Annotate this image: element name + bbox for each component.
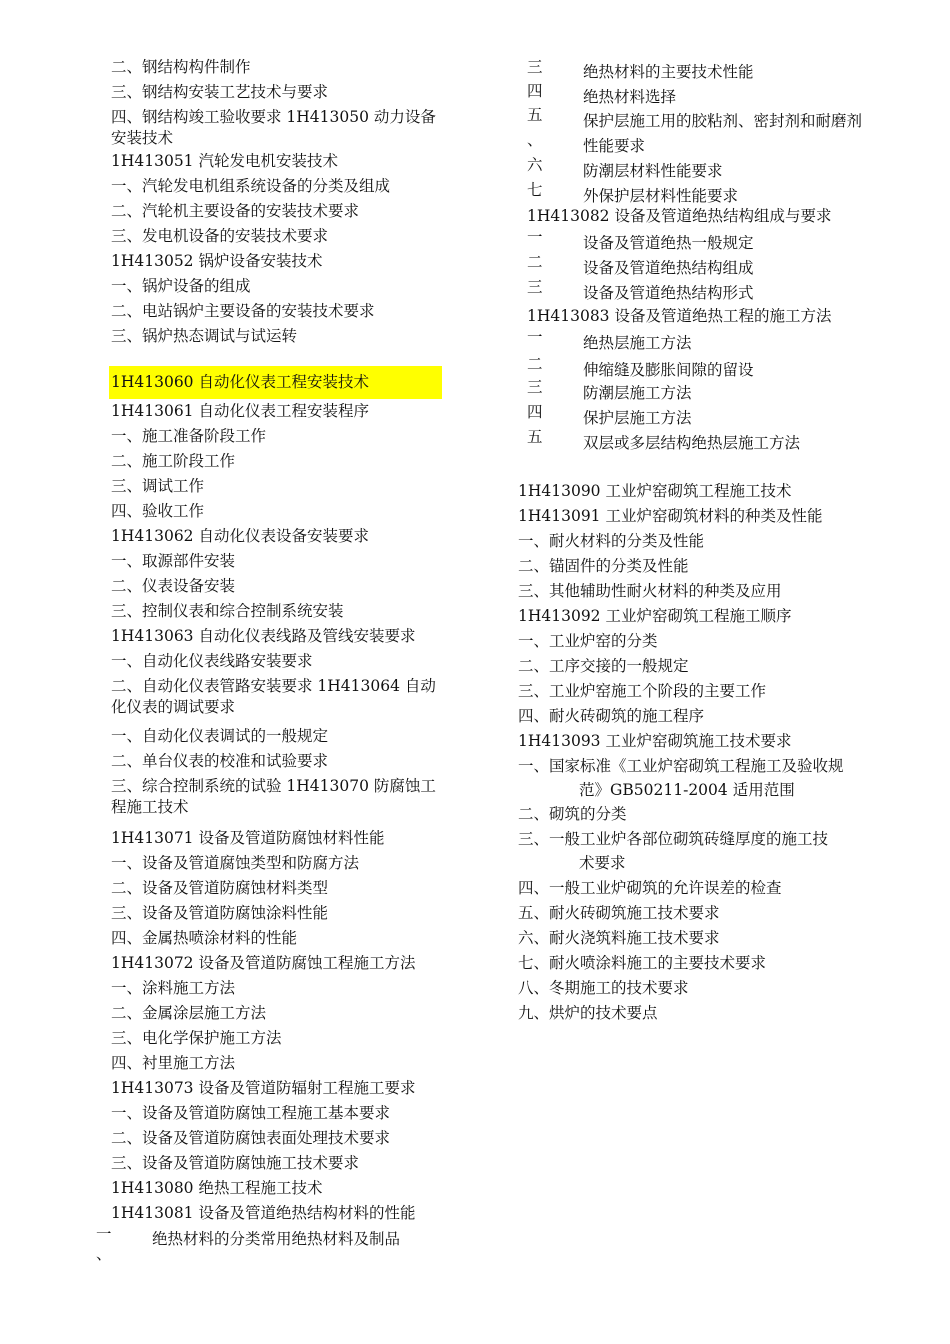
list-item: 二、电站锅炉主要设备的安装技术要求 <box>111 302 375 320</box>
list-item: 四、衬里施工方法 <box>111 1054 236 1072</box>
list-item: 四、钢结构竣工验收要求 1H413050 动力设备安装技术 <box>111 108 436 147</box>
list-item: 二、锚固件的分类及性能 <box>518 557 689 575</box>
list-item: 设备及管道绝热一般规定 <box>583 234 754 252</box>
item-number: 三 <box>527 378 543 396</box>
list-item: 三、综合控制系统的试验 1H413070 防腐蚀工程施工技术 <box>111 777 436 816</box>
list-item: 一、耐火材料的分类及性能 <box>518 532 705 550</box>
list-item: 七、耐火喷涂料施工的主要技术要求 <box>518 954 767 972</box>
list-item: 二、钢结构构件制作 <box>111 58 251 76</box>
list-item: 二、施工阶段工作 <box>111 452 236 470</box>
list-item: 一、工业炉窑的分类 <box>518 632 658 650</box>
list-item: 四、一般工业炉砌筑的允许误差的检查 <box>518 879 782 897</box>
list-item: 四、金属热喷涂材料的性能 <box>111 929 298 947</box>
list-item: 设备及管道绝热结构组成 <box>583 259 754 277</box>
list-item: 绝热层施工方法 <box>583 334 692 352</box>
list-item: 三、设备及管道防腐蚀涂料性能 <box>111 904 329 922</box>
item-number: 一 <box>96 1225 112 1243</box>
item-number: 六 <box>527 156 543 174</box>
list-item: 伸缩缝及膨胀间隙的留设 <box>583 361 754 379</box>
list-item: 二、金属涂层施工方法 <box>111 1004 267 1022</box>
section-heading: 1H413082 设备及管道绝热结构组成与要求 <box>527 207 832 225</box>
list-item: 一、自动化仪表线路安装要求 <box>111 652 313 670</box>
list-item: 一、设备及管道防腐蚀工程施工基本要求 <box>111 1104 391 1122</box>
item-number: 四 <box>527 82 543 100</box>
list-item: 三、控制仪表和综合控制系统安装 <box>111 602 344 620</box>
section-heading: 1H413052 锅炉设备安装技术 <box>111 252 323 270</box>
list-item: 绝热材料的分类常用绝热材料及制品 <box>152 1230 401 1248</box>
list-item: 二、设备及管道防腐蚀材料类型 <box>111 879 329 897</box>
section-heading: 1H413071 设备及管道防腐蚀材料性能 <box>111 829 385 847</box>
section-heading: 1H413091 工业炉窑砌筑材料的种类及性能 <box>518 507 823 525</box>
section-heading: 1H413072 设备及管道防腐蚀工程施工方法 <box>111 954 416 972</box>
list-item: 一、自动化仪表调试的一般规定 <box>111 727 329 745</box>
list-item: 三、钢结构安装工艺技术与要求 <box>111 83 329 101</box>
list-item: 二、汽轮机主要设备的安装技术要求 <box>111 202 360 220</box>
list-item: 保护层施工方法 <box>583 409 692 427</box>
list-item: 一、国家标准《工业炉窑砌筑工程施工及验收规 <box>518 757 844 775</box>
list-item: 一、锅炉设备的组成 <box>111 277 251 295</box>
list-item: 三、锅炉热态调试与试运转 <box>111 327 298 345</box>
list-item: 性能要求 <box>583 137 646 155</box>
list-item: 二、设备及管道防腐蚀表面处理技术要求 <box>111 1129 391 1147</box>
section-heading: 1H413093 工业炉窑砌筑施工技术要求 <box>518 732 792 750</box>
list-item: 四、耐火砖砌筑的施工程序 <box>518 707 705 725</box>
list-item: 三、调试工作 <box>111 477 205 495</box>
section-heading: 1H413063 自动化仪表线路及管线安装要求 <box>111 627 416 645</box>
list-item: 防潮层施工方法 <box>583 384 692 402</box>
list-item: 范》GB50211-2004 适用范围 <box>579 781 795 799</box>
list-item: 二、砌筑的分类 <box>518 805 627 823</box>
item-number: 一 <box>527 328 543 346</box>
item-number: 二 <box>527 355 543 373</box>
list-item: 三、设备及管道防腐蚀施工技术要求 <box>111 1154 360 1172</box>
list-item: 双层或多层结构绝热层施工方法 <box>583 434 801 452</box>
item-number: 三 <box>527 278 543 296</box>
section-heading: 1H413092 工业炉窑砌筑工程施工顺序 <box>518 607 792 625</box>
item-number: 五 <box>527 106 543 124</box>
list-item: 二、仪表设备安装 <box>111 577 236 595</box>
item-number: 、 <box>96 1245 112 1263</box>
section-heading: 1H413083 设备及管道绝热工程的施工方法 <box>527 307 832 325</box>
item-number: 五 <box>527 428 543 446</box>
list-item: 二、工序交接的一般规定 <box>518 657 689 675</box>
list-item: 一、汽轮发电机组系统设备的分类及组成 <box>111 177 391 195</box>
section-heading: 1H413060 自动化仪表工程安装技术 <box>109 366 442 399</box>
list-item: 五、耐火砖砌筑施工技术要求 <box>518 904 720 922</box>
section-heading: 1H413061 自动化仪表工程安装程序 <box>111 402 369 420</box>
list-item: 一、涂料施工方法 <box>111 979 236 997</box>
list-item: 绝热材料的主要技术性能 <box>583 63 754 81</box>
list-item: 六、耐火浇筑料施工技术要求 <box>518 929 720 947</box>
list-item: 一、取源部件安装 <box>111 552 236 570</box>
list-item: 绝热材料选择 <box>583 88 677 106</box>
list-item: 外保护层材料性能要求 <box>583 187 739 205</box>
list-item: 三、工业炉窑施工个阶段的主要工作 <box>518 682 767 700</box>
section-heading: 1H413080 绝热工程施工技术 <box>111 1179 323 1197</box>
item-number: 三 <box>527 58 543 76</box>
section-heading: 1H413062 自动化仪表设备安装要求 <box>111 527 369 545</box>
item-number: 二 <box>527 253 543 271</box>
list-item: 一、设备及管道腐蚀类型和防腐方法 <box>111 854 360 872</box>
list-item: 保护层施工用的胶粘剂、密封剂和耐磨剂 <box>583 112 863 130</box>
list-item: 三、一般工业炉各部位砌筑砖缝厚度的施工技 <box>518 830 829 848</box>
section-heading: 1H413090 工业炉窑砌筑工程施工技术 <box>518 482 792 500</box>
section-heading: 1H413051 汽轮发电机安装技术 <box>111 152 338 170</box>
list-item: 三、电化学保护施工方法 <box>111 1029 282 1047</box>
list-item: 一、施工准备阶段工作 <box>111 427 267 445</box>
list-item: 八、冬期施工的技术要求 <box>518 979 689 997</box>
item-number: 一 <box>527 228 543 246</box>
list-item: 九、烘炉的技术要点 <box>518 1004 658 1022</box>
list-item: 防潮层材料性能要求 <box>583 162 723 180</box>
list-item: 二、自动化仪表管路安装要求 1H413064 自动化仪表的调试要求 <box>111 677 436 716</box>
list-item: 二、单台仪表的校准和试验要求 <box>111 752 329 770</box>
list-item: 三、发电机设备的安装技术要求 <box>111 227 329 245</box>
item-number: 四 <box>527 403 543 421</box>
list-item: 术要求 <box>579 854 626 872</box>
item-number: 七 <box>527 181 543 199</box>
section-heading: 1H413081 设备及管道绝热结构材料的性能 <box>111 1204 416 1222</box>
list-item: 设备及管道绝热结构形式 <box>583 284 754 302</box>
item-number: 、 <box>527 131 543 149</box>
list-item: 三、其他辅助性耐火材料的种类及应用 <box>518 582 782 600</box>
section-heading: 1H413073 设备及管道防辐射工程施工要求 <box>111 1079 416 1097</box>
list-item: 四、验收工作 <box>111 502 205 520</box>
